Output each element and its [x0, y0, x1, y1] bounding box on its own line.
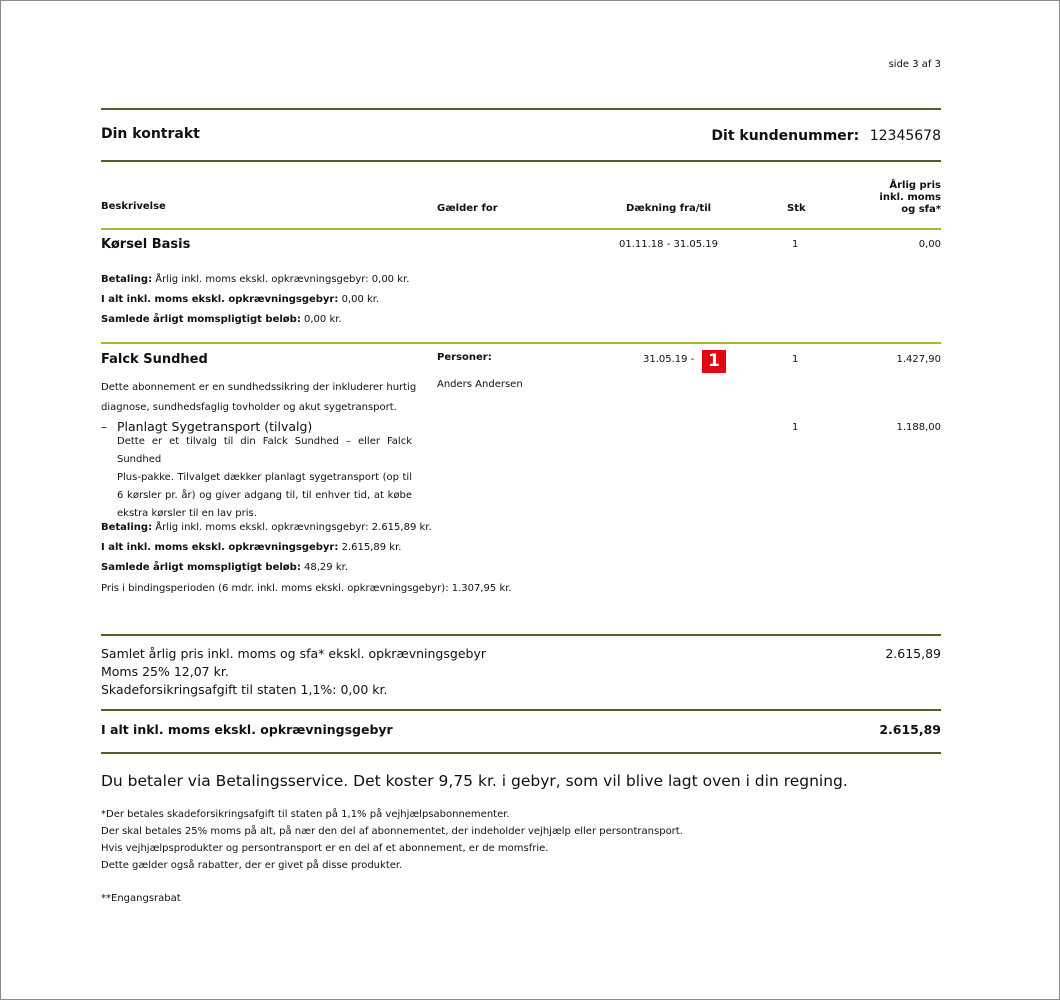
divider	[101, 160, 941, 162]
price: 1.188,00	[896, 422, 941, 433]
footnote: Dette gælder også rabatter, der er givet på disse produkter.	[101, 860, 403, 871]
vat-line	[101, 313, 342, 327]
customer-number: 12345678	[869, 128, 941, 144]
page-title: Din kontrakt	[101, 126, 200, 142]
payment-label: Betaling:	[101, 274, 153, 285]
description-line: diagnose, sundhedsfaglig tovholder og akut sygetransport.	[101, 402, 397, 413]
payment-line	[101, 521, 432, 535]
payment-note: Du betaler via Betalingsservice. Det koster 9,75 kr. i gebyr, som vil blive lagt oven i din regning.	[101, 772, 848, 790]
divider	[101, 228, 941, 230]
summary-line: Skadeforsikringsafgift til staten 1,1%: 0,00 kr.	[101, 682, 388, 697]
product-description	[101, 378, 416, 418]
grand-total-value: 2.615,89	[879, 722, 941, 737]
product-name: Falck Sundhed	[101, 352, 208, 367]
customer-number-label: Dit kundenummer:	[711, 128, 860, 144]
column-header-description: Beskrivelse	[101, 201, 166, 212]
summary-line: Moms 25% 12,07 kr.	[101, 664, 229, 679]
persons-label: Personer:	[437, 352, 492, 363]
vat-label: Samlede årligt momspligtigt beløb:	[101, 562, 301, 573]
addon-description	[117, 433, 412, 523]
payment-value: Årlig inkl. moms ekskl. opkrævningsgebyr: 0,00 kr.	[155, 274, 410, 285]
coverage-period: 31.05.19 -	[643, 354, 695, 365]
addon-description-line: ekstra kørsler til en lav pris.	[117, 508, 257, 519]
quantity: 1	[792, 422, 799, 433]
total-line	[101, 541, 401, 555]
person-name: Anders Andersen	[437, 379, 523, 390]
summary-block	[101, 645, 486, 699]
total-label: I alt inkl. moms ekskl. opkrævningsgebyr:	[101, 542, 339, 553]
addon-name: Planlagt Sygetransport (tilvalg)	[117, 419, 313, 434]
column-header-price-line: inkl. moms	[879, 192, 941, 203]
column-header-price-line: og sfa*	[901, 204, 941, 215]
footnotes	[101, 806, 683, 907]
quantity: 1	[792, 354, 799, 365]
description-line: Dette abonnement er en sundhedssikring der inkluderer hurtig	[101, 382, 417, 393]
column-header-price	[879, 180, 941, 216]
column-header-applies-to: Gælder for	[437, 203, 498, 214]
total-line	[101, 293, 379, 307]
binding-period-price: Pris i bindingsperioden (6 mdr. inkl. moms ekskl. opkrævningsgebyr): 1.307,95 kr.	[101, 583, 512, 594]
payment-value: Årlig inkl. moms ekskl. opkrævningsgebyr: 2.615,89 kr.	[155, 522, 432, 533]
divider	[101, 709, 941, 711]
footnote: *Der betales skadeforsikringsafgift til staten på 1,1% på vejhjælpsabonnementer.	[101, 809, 510, 820]
column-header-coverage: Dækning fra/til	[626, 203, 712, 214]
addon-description-line: Dette er et tilvalg til din Falck Sundhed – eller Falck Sundhed	[117, 436, 412, 465]
footnote: **Engangsrabat	[101, 893, 181, 904]
vat-value: 0,00 kr.	[304, 314, 342, 325]
divider	[101, 752, 941, 754]
addon-description-line: Plus-pakke. Tilvalget dækker planlagt sygetransport (op til	[117, 472, 412, 483]
total-value: 2.615,89 kr.	[341, 542, 402, 553]
addon-dash: –	[101, 420, 107, 434]
page-number: side 3 af 3	[888, 59, 941, 70]
summary-total: 2.615,89	[885, 646, 941, 661]
divider	[101, 342, 941, 344]
grand-total-label: I alt inkl. moms ekskl. opkrævningsgebyr	[101, 722, 393, 737]
addon-description-line: 6 kørsler pr. år) og giver adgang til, til enhver tid, at købe	[117, 490, 412, 501]
total-value: 0,00 kr.	[341, 294, 380, 305]
coverage-period: 01.11.18 - 31.05.19	[619, 239, 719, 250]
vat-line	[101, 561, 348, 575]
customer-number-block	[711, 128, 941, 144]
column-header-price-line: Årlig pris	[889, 180, 941, 191]
vat-value: 48,29 kr.	[304, 562, 348, 573]
price: 1.427,90	[896, 354, 941, 365]
product-name: Kørsel Basis	[101, 237, 191, 252]
divider	[101, 634, 941, 636]
divider	[101, 108, 941, 110]
quantity: 1	[792, 239, 799, 250]
vat-label: Samlede årligt momspligtigt beløb:	[101, 314, 301, 325]
summary-line: Samlet årlig pris inkl. moms og sfa* ekskl. opkrævningsgebyr	[101, 646, 486, 661]
footnote: Hvis vejhjælpsprodukter og persontransport er en del af et abonnement, er de momsfrie.	[101, 843, 549, 854]
annotation-marker[interactable]: 1	[702, 350, 726, 373]
payment-line	[101, 273, 409, 287]
footnote: Der skal betales 25% moms på alt, på nær den del af abonnementet, der indeholder vejhjælp eller persontransport.	[101, 826, 683, 837]
total-label: I alt inkl. moms ekskl. opkrævningsgebyr:	[101, 294, 339, 305]
price: 0,00	[918, 239, 941, 250]
column-header-qty: Stk	[787, 203, 806, 214]
payment-label: Betaling:	[101, 522, 153, 533]
